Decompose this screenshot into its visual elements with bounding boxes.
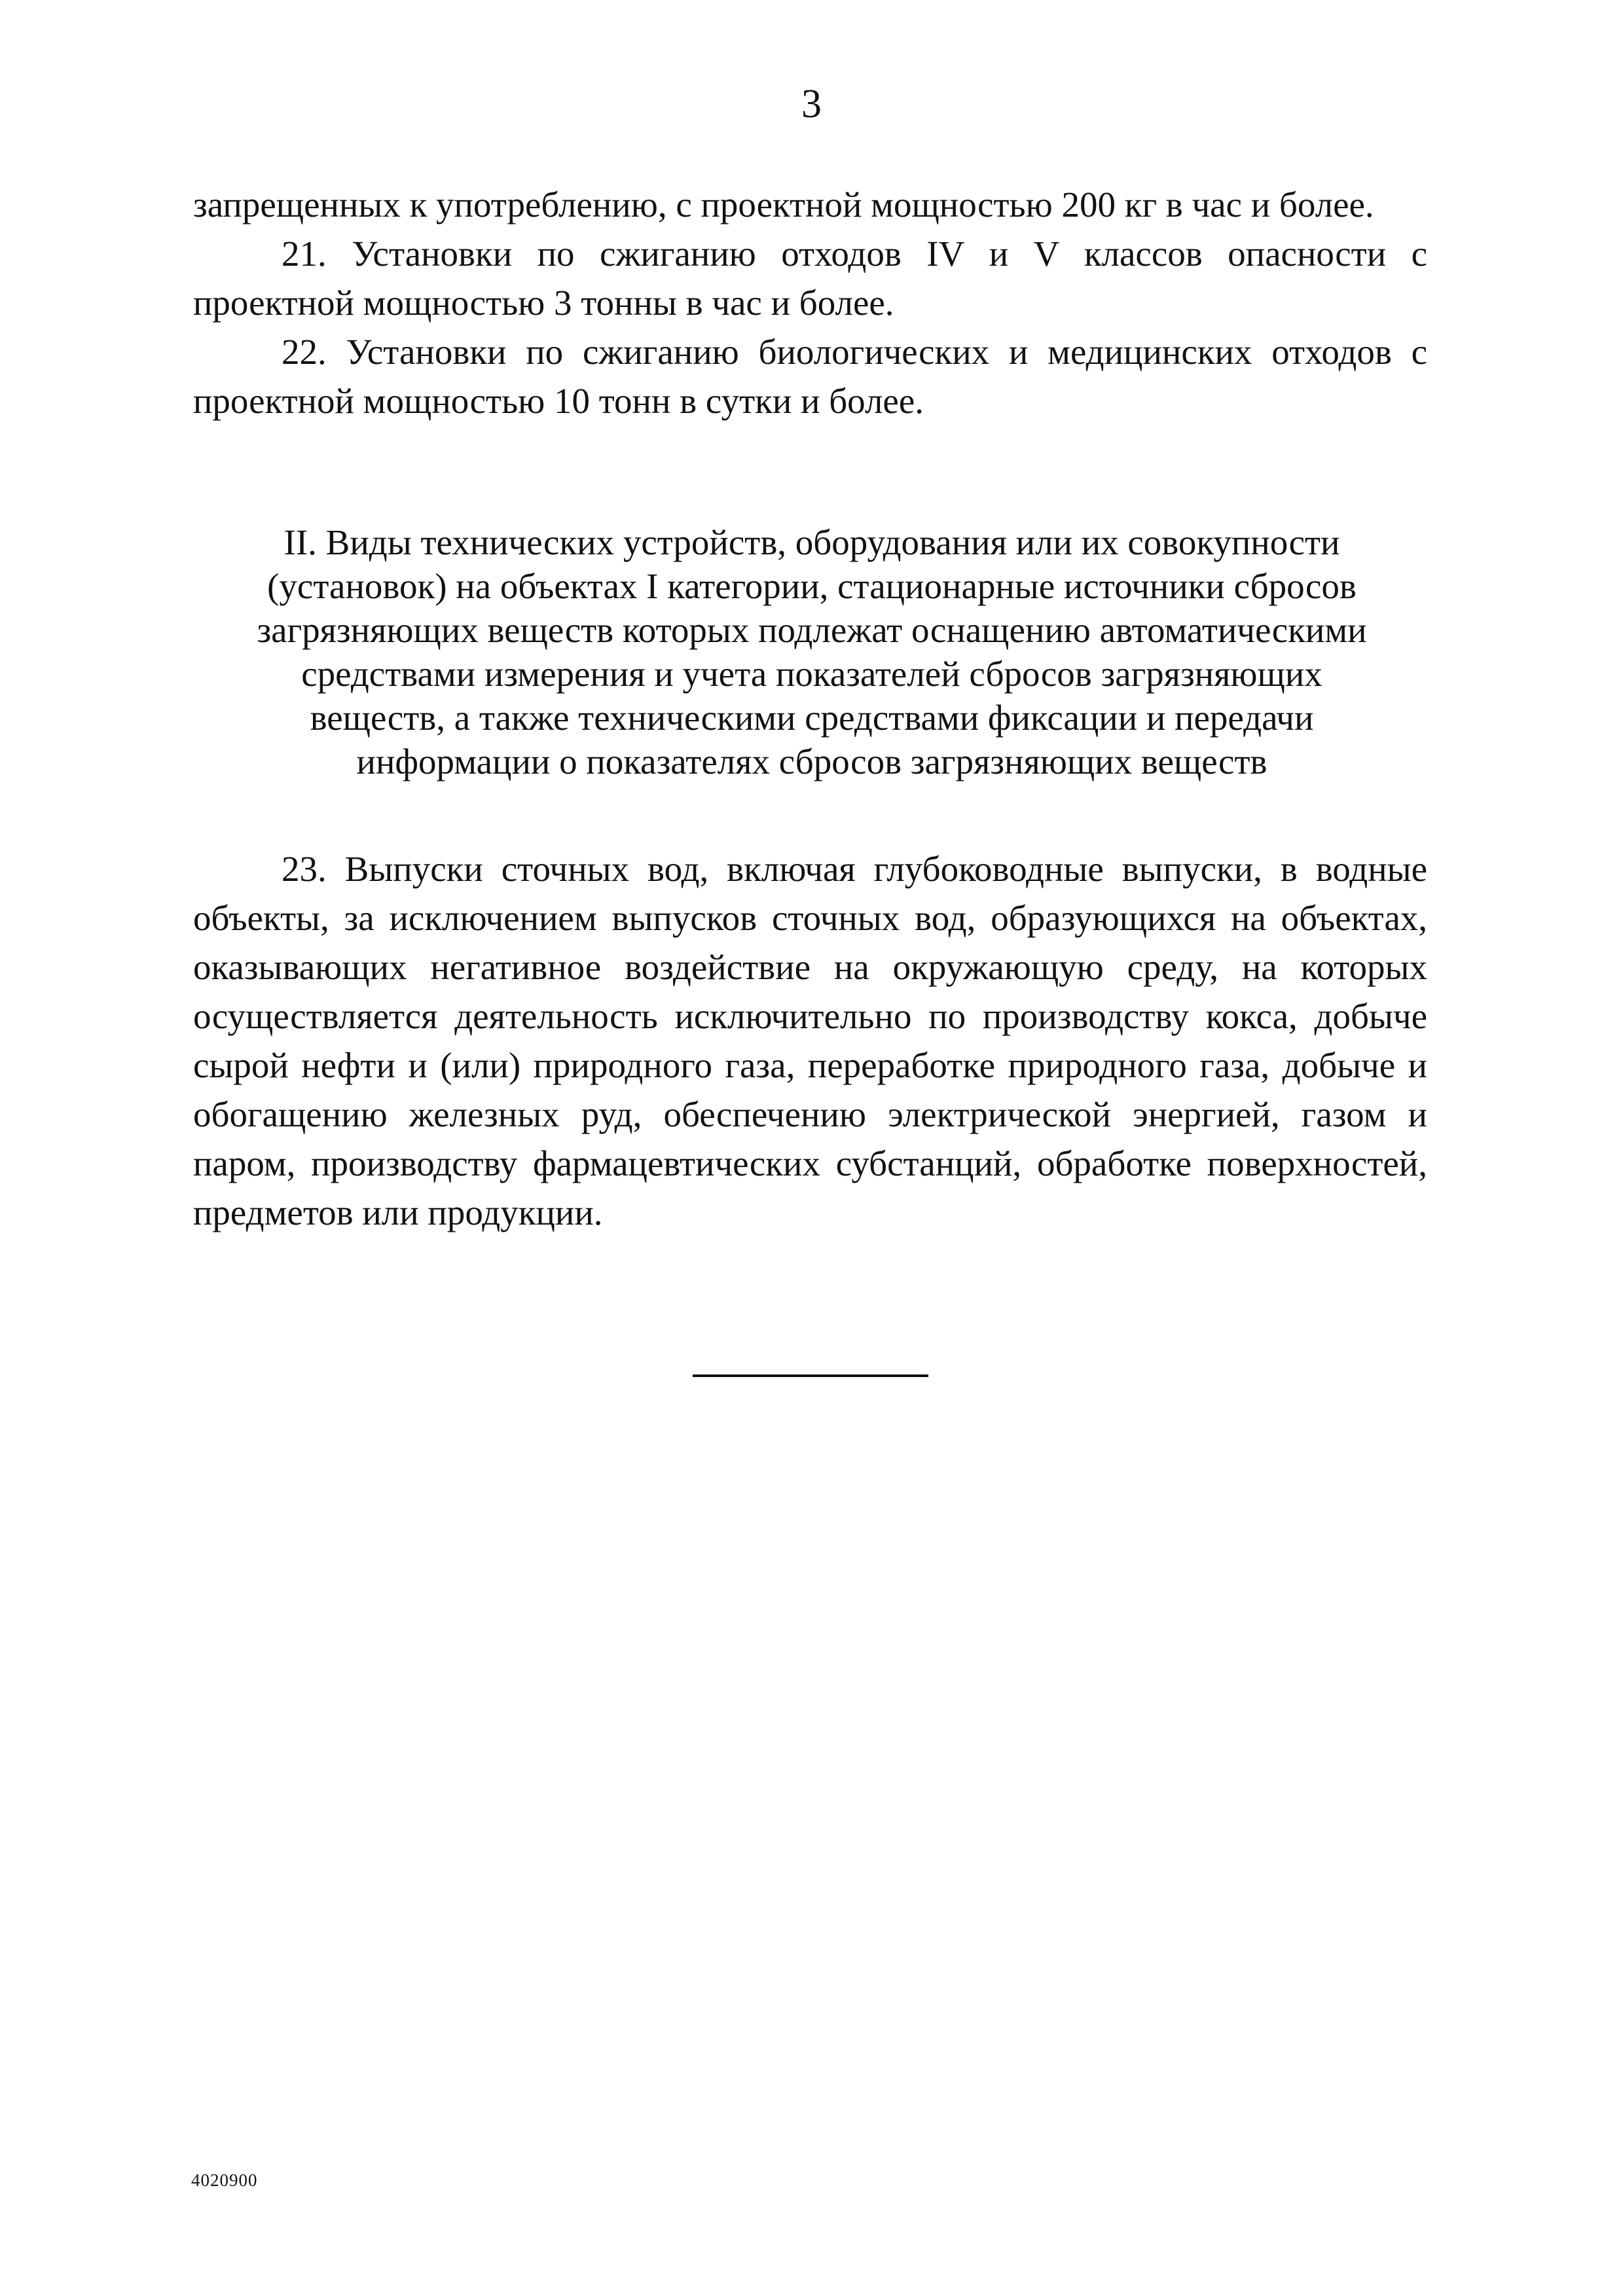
paragraph-item-23: 23. Выпуски сточных вод, включая глубоководные выпуски, в водные объекты, за исключением выпусков сточных вод, образующихся на объектах, оказывающих негативное воздействие на окружающую среду, на которых осуществляется деятельность исключительно по производству кокса, добыче сырой нефти и (или) природного газа, переработке природного газа, добыче и обогащению железных руд, обеспечению электрической энергией, газом и паром, производству фармацевтических субстанций, обработке поверхностей, предметов или продукции.: [193, 849, 1427, 1232]
paragraph-continuation: запрещенных к употреблению, с проектной мощностью 200 кг в час и более.: [193, 185, 1374, 224]
section-heading-line: (установок) на объектах I категории, стационарные источники сбросов: [267, 566, 1357, 606]
section-heading-line: информации о показателях сбросов загрязняющих веществ: [356, 742, 1267, 781]
section-heading-line: загрязняющих веществ которых подлежат оснащению автоматическими: [257, 610, 1367, 650]
document-code: 4020900: [191, 2170, 258, 2190]
paragraph-item-21: 21. Установки по сжиганию отходов IV и V классов опасности с проектной мощностью 3 тонны в час и более.: [193, 234, 1427, 323]
end-divider: [693, 1374, 928, 1377]
item-23-block: [193, 844, 1427, 1237]
page-number: 3: [801, 82, 822, 126]
section-heading: [203, 520, 1421, 783]
section-heading-line: II. Виды технических устройств, оборудования или их совокупности: [283, 522, 1340, 562]
paragraph-item-22: 22. Установки по сжиганию биологических и медицинских отходов с проектной мощностью 10 тонн в сутки и более.: [193, 332, 1427, 421]
top-paragraphs: [193, 180, 1427, 425]
section-heading-line: средствами измерения и учета показателей сбросов загрязняющих: [301, 654, 1322, 694]
section-heading-line: веществ, а также техническими средствами фиксации и передачи: [310, 698, 1314, 738]
